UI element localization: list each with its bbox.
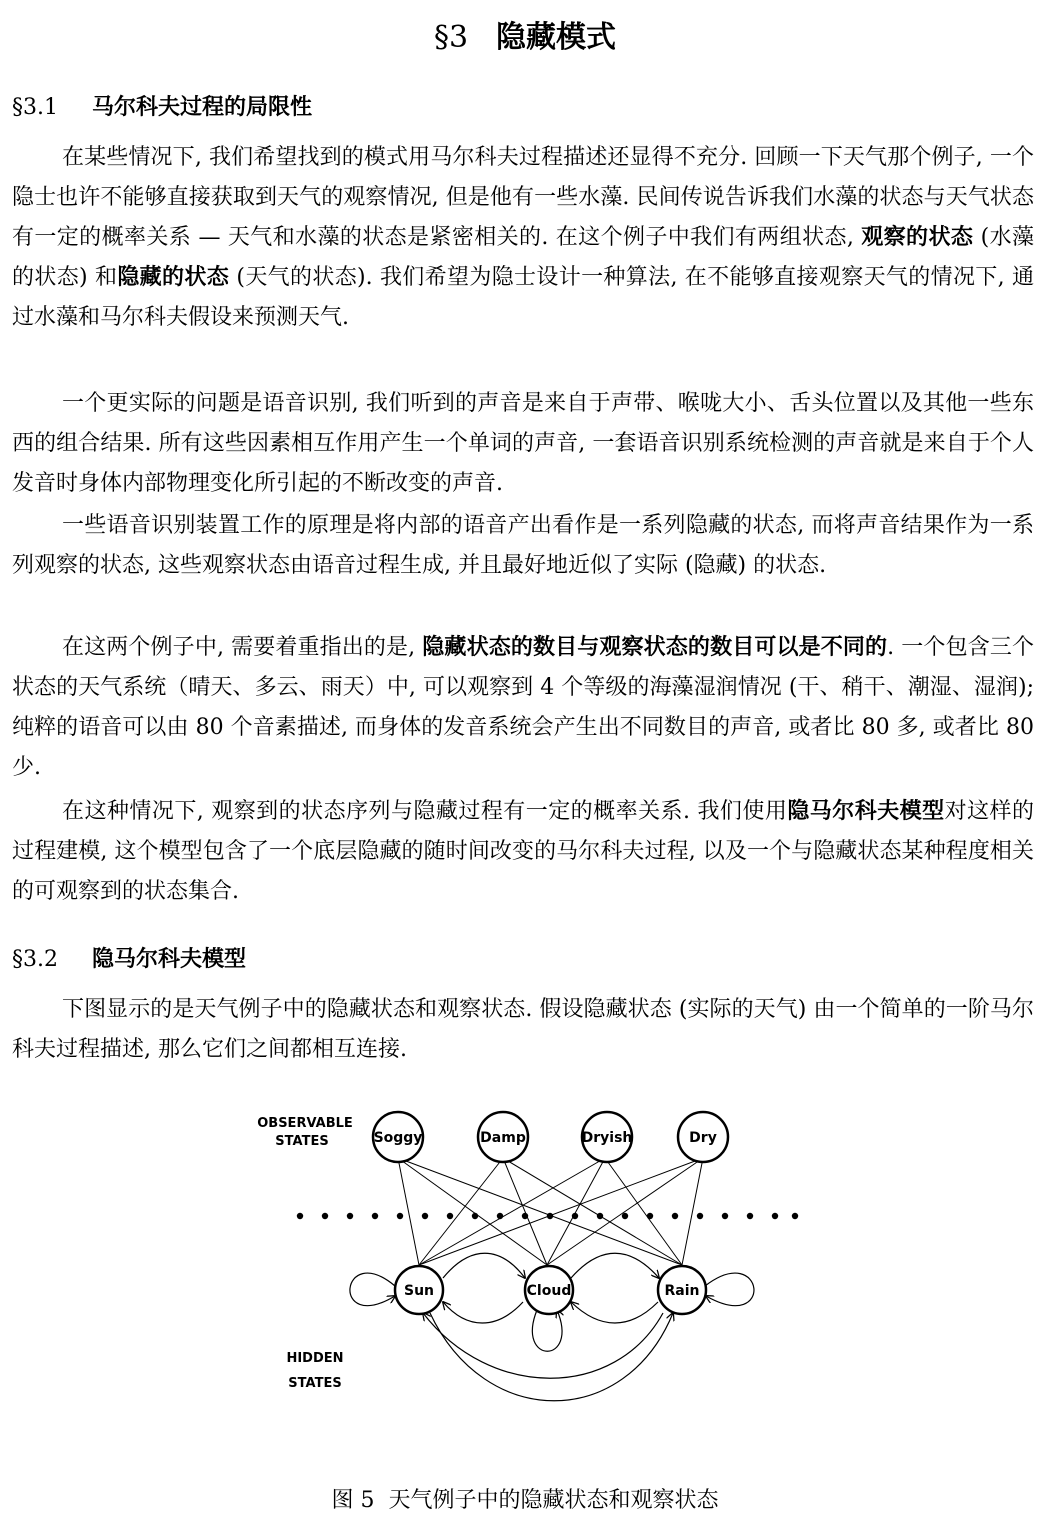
paragraph-3	[12, 506, 1034, 586]
observable-states-label-line2: STATES	[275, 1134, 329, 1149]
section-title: 马尔科夫过程的局限性	[92, 95, 313, 120]
figure-number: 图 5	[331, 1488, 375, 1513]
bold-term-observable-states: 观察的状态	[861, 225, 974, 250]
hidden-state-rain: Rain	[664, 1283, 700, 1299]
hmm-weather-diagram	[245, 1100, 815, 1450]
paragraph-5	[12, 792, 1034, 912]
observable-state-dry: Dry	[689, 1130, 717, 1146]
paragraph-text: (水藻的状态) 和	[12, 225, 1034, 290]
paragraph-text: 在某些情况下, 我们希望找到的模式用马尔科夫过程描述还显得不充分. 回顾一下天气那个例子, 一个隐士也许不能够直接获取到天气的观察情况, 但是他有一些水藻. 民间传说告诉我们水藻的状态与天气状态有一定的概率关系 — 天气和水藻的状态是紧密相关的. 在这个例子中我们有两组状态,	[12, 145, 1034, 250]
section-heading-3-1	[12, 90, 312, 121]
section-title: 隐马尔科夫模型	[92, 947, 247, 972]
bold-statement: 隐藏状态的数目与观察状态的数目可以是不同的	[422, 635, 888, 660]
hidden-state-cloud: Cloud	[526, 1283, 572, 1299]
section-number: §3.2	[12, 947, 58, 972]
observable-state-soggy: Soggy	[373, 1130, 423, 1146]
paragraph-text: 对这样的过程建模, 这个模型包含了一个底层隐藏的随时间改变的马尔科夫过程, 以及一个与隐藏状态某种程度相关的可观察到的状态集合.	[12, 799, 1034, 904]
bold-term-hmm: 隐马尔科夫模型	[787, 799, 945, 824]
paragraph-text: 在这两个例子中, 需要着重指出的是,	[62, 635, 423, 660]
paragraph-1	[12, 138, 1034, 338]
hidden-state-nodes	[395, 1266, 706, 1314]
diagram-svg	[245, 1100, 815, 1450]
bold-term-hidden-states: 隐藏的状态	[117, 265, 230, 290]
hidden-states-label-line1: HIDDEN	[286, 1351, 344, 1366]
paragraph-text: 下图显示的是天气例子中的隐藏状态和观察状态. 假设隐藏状态 (实际的天气) 由一个简单的一阶马尔科夫过程描述, 那么它们之间都相互连接.	[12, 997, 1034, 1062]
hidden-states-label-line2: STATES	[288, 1376, 342, 1391]
paragraph-6	[12, 990, 1034, 1070]
paragraph-2	[12, 384, 1034, 504]
paragraph-4	[12, 628, 1034, 788]
emission-edges	[398, 1158, 703, 1265]
chapter-title	[0, 12, 1050, 56]
paragraph-text: 一些语音识别装置工作的原理是将内部的语音产出看作是一系列隐藏的状态, 而将声音结果作为一系列观察的状态, 这些观察状态由语音过程生成, 并且最好地近似了实际 (隐藏) 的状态.	[12, 513, 1034, 578]
chapter-number: §3	[433, 20, 469, 55]
figure-caption	[0, 1483, 1050, 1514]
paragraph-text: (天气的状态). 我们希望为隐士设计一种算法, 在不能够直接观察天气的情况下, 通过水藻和马尔科夫假设来预测天气.	[12, 265, 1034, 330]
figure-caption-text: 天气例子中的隐藏状态和观察状态	[388, 1488, 719, 1513]
state-separator-dots	[297, 1213, 798, 1219]
section-number: §3.1	[12, 95, 58, 120]
observable-state-dryish: Dryish	[581, 1130, 633, 1146]
observable-state-damp: Damp	[480, 1130, 526, 1146]
observable-state-nodes	[373, 1112, 728, 1162]
section-heading-3-2	[12, 942, 246, 973]
chapter-title-text: 隐藏模式	[496, 20, 617, 55]
hidden-state-sun: Sun	[403, 1283, 435, 1299]
paragraph-text: 一个更实际的问题是语音识别, 我们听到的声音是来自于声带、喉咙大小、舌头位置以及其他一些东西的组合结果. 所有这些因素相互作用产生一个单词的声音, 一套语音识别系统检测的声音就是来自于个人发音时身体内部物理变化所引起的不断改变的声音.	[12, 391, 1034, 496]
paragraph-text: 在这种情况下, 观察到的状态序列与隐藏过程有一定的概率关系. 我们使用	[62, 799, 788, 824]
paragraph-text: . 一个包含三个状态的天气系统（晴天、多云、雨天）中, 可以观察到 4 个等级的海藻湿润情况 (干、稍干、潮湿、湿润); 纯粹的语音可以由 80 个音素描述, 而身体的发音系统会产生出不同数目的声音, 或者比 80 多, 或者比 80 少.	[12, 635, 1034, 780]
observable-states-label-line1: OBSERVABLE	[257, 1116, 353, 1131]
